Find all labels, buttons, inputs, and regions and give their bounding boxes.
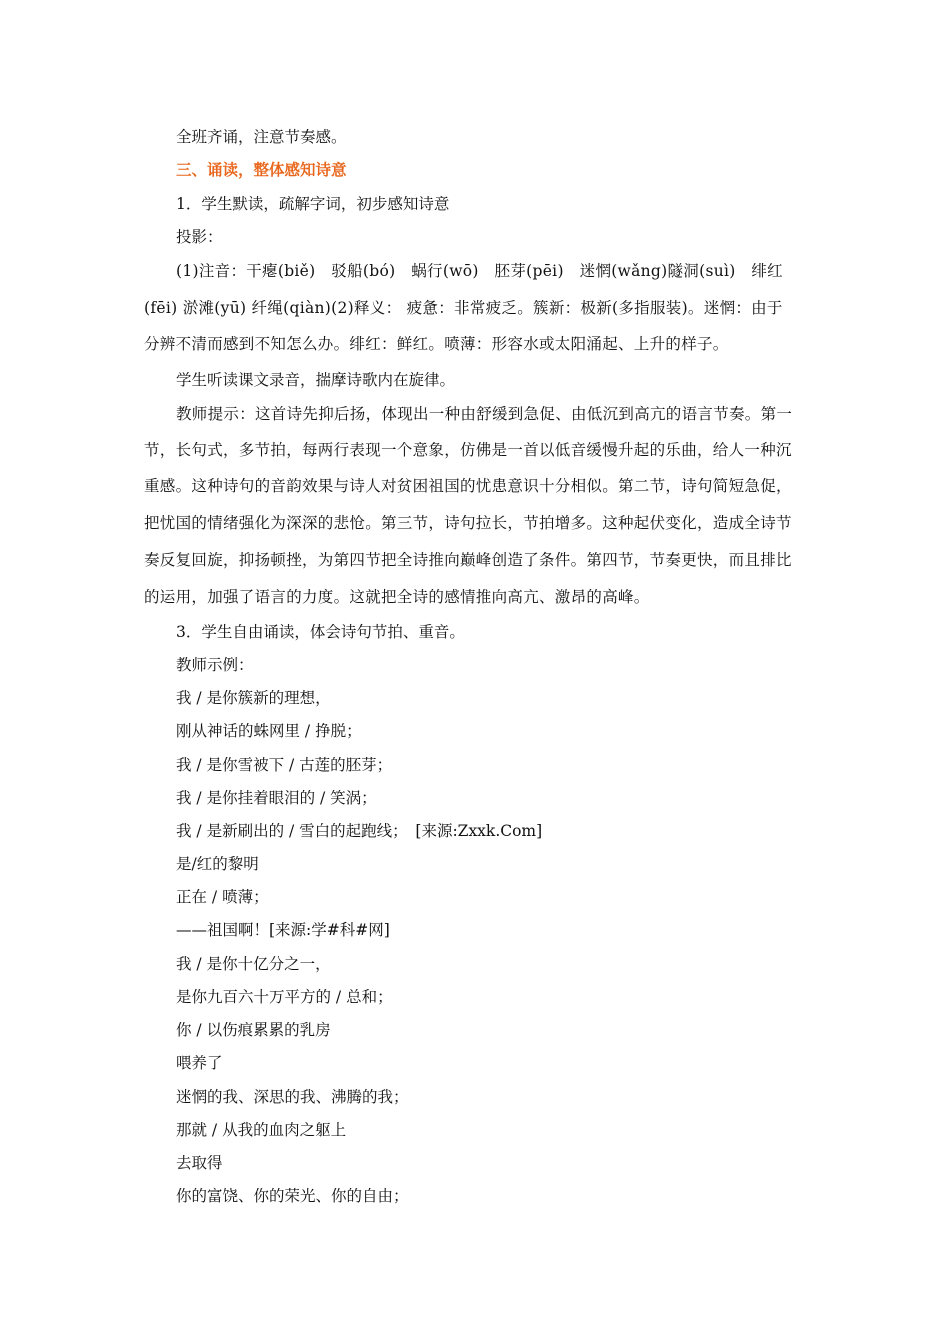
tip-line: 节，长句式，多节拍，每两行表现一个意象，仿佛是一首以低音缓慢升起的乐曲，给人一种沉 — [144, 441, 792, 459]
section-heading: 三、诵读，整体感知诗意 — [176, 161, 347, 179]
tip-line: 把忧国的情绪强化为深深的悲怆。第三节，诗句拉长，节拍增多。这种起伏变化，造成全诗节 — [144, 514, 792, 532]
example-label: 教师示例： — [176, 656, 254, 674]
projection-label: 投影： — [176, 228, 223, 246]
poem-line: 我 / 是新刷出的 / 雪白的起跑线； [来源:Zxxk.Com] — [176, 822, 543, 840]
tip-line: 的运用，加强了语言的力度。这就把全诗的感情推向高亢、激昂的高峰。 — [144, 588, 650, 606]
poem-line: 你 / 以伤痕累累的乳房 — [176, 1021, 331, 1039]
notes-line: (1)注音：干瘪(biě) 驳船(bó) 蜗行(wō) 胚芽(pēi) 迷惘(wǎng)隧洞(suì) 绯红 — [176, 262, 783, 280]
poem-line: 正在 / 喷薄； — [176, 888, 269, 906]
poem-line: 我 / 是你十亿分之一， — [176, 955, 331, 973]
poem-line: 刚从神话的蛛网里 / 挣脱； — [176, 722, 362, 740]
text-line: 全班齐诵，注意节奏感。 — [176, 128, 347, 146]
item-1: 1．学生默读，疏解字词，初步感知诗意 — [176, 195, 450, 213]
notes-line: 分辨不清而感到不知怎么办。绯红：鲜红。喷薄：形容水或太阳涌起、上升的样子。 — [144, 335, 729, 353]
poem-line: 迷惘的我、深思的我、沸腾的我； — [176, 1088, 409, 1106]
tip-line: 重感。这种诗句的音韵效果与诗人对贫困祖国的忧患意识十分相似。第二节，诗句简短急促， — [144, 477, 792, 495]
tip-line: 奏反复回旋，抑扬顿挫，为第四节把全诗推向巅峰创造了条件。第四节，节奏更快，而且排比 — [144, 551, 792, 569]
item-3: 3．学生自由诵读，体会诗句节拍、重音。 — [176, 623, 465, 641]
poem-line: 我 / 是你挂着眼泪的 / 笑涡； — [176, 789, 377, 807]
poem-line: 我 / 是你簇新的理想， — [176, 689, 331, 707]
poem-line: 我 / 是你雪被下 / 古莲的胚芽； — [176, 756, 393, 774]
poem-line: 喂养了 — [176, 1054, 223, 1072]
poem-line: 你的富饶、你的荣光、你的自由； — [176, 1187, 409, 1205]
poem-line: 那就 / 从我的血肉之躯上 — [176, 1121, 347, 1139]
poem-line: 去取得 — [176, 1154, 223, 1172]
notes-line: (fēi) 淤滩(yū) 纤绳(qiàn)(2)释义： 疲惫：非常疲乏。簇新：极新(多指服装)。迷惘：由于 — [144, 299, 783, 317]
tip-line: 教师提示：这首诗先抑后扬，体现出一种由舒缓到急促、由低沉到高亢的语言节奏。第一 — [176, 405, 793, 423]
listen-line: 学生听读课文录音，揣摩诗歌内在旋律。 — [176, 371, 456, 389]
poem-line: ——祖国啊！[来源:学#科#网] — [176, 921, 390, 939]
poem-line: 是/红的黎明 — [176, 855, 259, 873]
poem-line: 是你九百六十万平方的 / 总和； — [176, 988, 393, 1006]
